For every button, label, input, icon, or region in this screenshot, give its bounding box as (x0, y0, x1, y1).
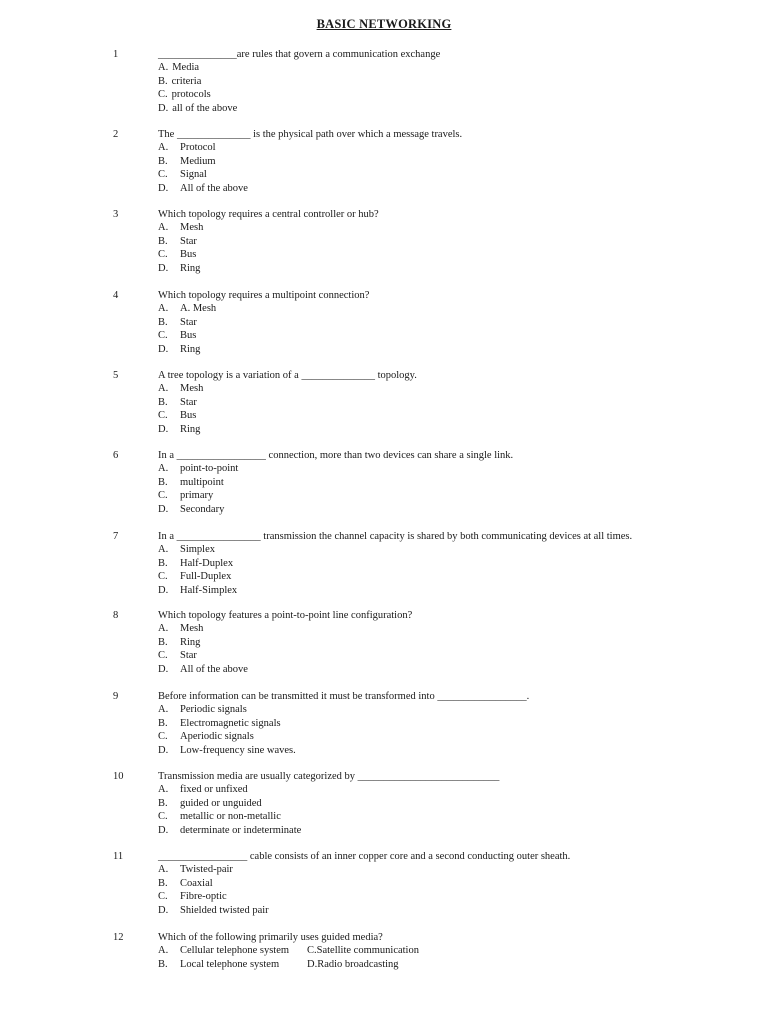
option-text: All of the above (180, 663, 248, 675)
option-list (158, 462, 238, 516)
option-item (158, 61, 237, 74)
option-text: Twisted-pair (180, 864, 233, 876)
question-text: Which topology features a point-to-point line configuration? (158, 610, 413, 621)
option-cell (158, 958, 307, 971)
option-list (158, 543, 237, 597)
option-text: Star (180, 650, 197, 662)
option-row (158, 944, 419, 957)
option-item (158, 168, 248, 181)
option-letter: A. (158, 222, 169, 234)
option-cell (158, 944, 307, 957)
option-text: Mesh (180, 222, 204, 234)
option-text: Media (172, 62, 200, 74)
option-letter: C. (158, 330, 168, 342)
option-item (158, 543, 237, 556)
option-text: fixed or unfixed (180, 784, 248, 796)
option-text: determinate or indeterminate (180, 824, 302, 836)
option-text: criteria (171, 75, 202, 87)
option-letter: D. (158, 744, 169, 756)
option-text: C.Satellite communication (307, 945, 419, 957)
option-letter: B. (158, 797, 168, 809)
option-letter: A. (158, 383, 169, 395)
option-letter: B. (158, 75, 168, 87)
option-letter: D. (158, 663, 169, 675)
option-text: metallic or non-metallic (180, 811, 281, 823)
option-item (158, 75, 237, 88)
option-letter: A. (158, 544, 169, 556)
option-list (158, 221, 203, 275)
question-number: 7 (113, 531, 119, 542)
option-item (158, 423, 203, 436)
option-item (158, 703, 296, 716)
option-letter: A. (158, 623, 169, 635)
option-text: point-to-point (180, 463, 239, 475)
option-letter: B. (158, 235, 168, 247)
question-text: In a _________________ connection, more than two devices can share a single link. (158, 450, 514, 461)
option-item (158, 904, 269, 917)
question-number: 2 (113, 129, 119, 140)
option-text: Signal (180, 169, 207, 181)
option-item (158, 797, 301, 810)
option-letter: B. (158, 396, 168, 408)
question-number: 6 (113, 450, 119, 461)
option-letter: C. (158, 891, 168, 903)
option-letter: A. (158, 784, 169, 796)
question-text: Transmission media are usually categorized by ___________________________ (158, 771, 500, 782)
option-item (158, 663, 248, 676)
option-letter: C. (158, 490, 168, 502)
option-text: primary (180, 490, 214, 502)
option-letter: C. (158, 731, 168, 743)
option-text: Half-Duplex (180, 557, 234, 569)
option-text: Mesh (180, 623, 204, 635)
option-letter: C. (158, 571, 168, 583)
option-text: Aperiodic signals (180, 731, 254, 743)
option-letter: B. (158, 958, 168, 970)
option-letter: D. (158, 182, 169, 194)
option-text: Protocol (180, 142, 216, 154)
option-letter: A. (158, 303, 169, 315)
option-text: Star (180, 396, 197, 408)
question-text: Which topology requires a central controller or hub? (158, 209, 379, 220)
option-letter: B. (158, 636, 168, 648)
question-number: 8 (113, 610, 119, 621)
option-text: Shielded twisted pair (180, 904, 269, 916)
option-item (158, 343, 216, 356)
option-text: Coaxial (180, 877, 213, 889)
option-letter: A. (158, 62, 169, 74)
option-text: D.Radio broadcasting (307, 958, 399, 970)
option-text: all of the above (172, 102, 238, 114)
option-text: guided or unguided (180, 797, 262, 809)
option-text: Periodic signals (180, 704, 247, 716)
document-title (0, 17, 768, 32)
option-letter: C. (158, 249, 168, 261)
option-grid (158, 944, 419, 971)
option-item (158, 717, 296, 730)
question-number: 5 (113, 370, 119, 381)
option-list (158, 302, 216, 356)
option-letter: C. (158, 410, 168, 422)
option-letter: C. (158, 650, 168, 662)
option-item (158, 744, 296, 757)
option-text: Ring (180, 423, 201, 435)
option-letter: D. (158, 102, 169, 114)
question-text: Before information can be transmitted it must be transformed into _________________. (158, 691, 530, 702)
option-text: Half-Simplex (180, 584, 238, 596)
option-letter: A. (158, 463, 169, 475)
option-text: Cellular telephone system (180, 945, 290, 957)
option-letter: A. (158, 864, 169, 876)
document-title-text: BASIC NETWORKING (316, 17, 452, 31)
option-item (158, 476, 238, 489)
option-item (158, 824, 301, 837)
option-letter: B. (158, 155, 168, 167)
option-item (158, 248, 203, 261)
option-text: Mesh (180, 383, 204, 395)
option-letter: D. (158, 824, 169, 836)
option-letter: D. (158, 584, 169, 596)
option-item (158, 863, 269, 876)
option-item (158, 584, 237, 597)
option-letter: D. (158, 343, 169, 355)
question-text: A tree topology is a variation of a ______________ topology. (158, 370, 417, 381)
question-number: 1 (113, 49, 119, 60)
option-letter: A. (158, 945, 169, 957)
option-list (158, 703, 296, 757)
option-item (158, 316, 216, 329)
question-text: _______________are rules that govern a communication exchange (158, 49, 441, 60)
option-list (158, 61, 237, 115)
option-list (158, 783, 301, 837)
option-text: Electromagnetic signals (180, 717, 281, 729)
option-item (158, 877, 269, 890)
question-text: _________________ cable consists of an inner copper core and a second conducting outer sheath. (158, 851, 571, 862)
option-list (158, 382, 203, 436)
option-letter: B. (158, 717, 168, 729)
option-text: Bus (180, 330, 197, 342)
option-item (158, 221, 203, 234)
option-text: Star (180, 316, 197, 328)
option-item (158, 396, 203, 409)
option-letter: C. (158, 89, 168, 101)
option-letter: D. (158, 904, 169, 916)
question-number: 10 (113, 771, 124, 782)
question-number: 3 (113, 209, 119, 220)
option-item (158, 409, 203, 422)
option-item (158, 262, 203, 275)
option-item (158, 890, 269, 903)
option-letter: A. (158, 142, 169, 154)
question-text: In a ________________ transmission the channel capacity is shared by both communicating devices at all times. (158, 531, 633, 542)
option-item (158, 730, 296, 743)
option-item (158, 810, 301, 823)
option-letter: A. (158, 704, 169, 716)
option-text: Secondary (180, 503, 225, 515)
option-item (158, 503, 238, 516)
option-item (158, 155, 248, 168)
option-letter: B. (158, 316, 168, 328)
option-letter: B. (158, 476, 168, 488)
question-text: Which topology requires a multipoint connection? (158, 290, 370, 301)
option-text: Bus (180, 410, 197, 422)
option-text: Star (180, 235, 197, 247)
option-item (158, 235, 203, 248)
option-text: Bus (180, 249, 197, 261)
option-text: Ring (180, 262, 201, 274)
option-text: Fibre-optic (180, 891, 227, 903)
option-item (158, 182, 248, 195)
option-item (158, 783, 301, 796)
option-text: Full-Duplex (180, 571, 232, 583)
option-text: A. Mesh (180, 303, 217, 315)
option-item (158, 141, 248, 154)
option-text: Simplex (180, 544, 216, 556)
option-letter: C. (158, 169, 168, 181)
option-text: Medium (180, 155, 216, 167)
option-text: All of the above (180, 182, 248, 194)
option-text: multipoint (180, 476, 224, 488)
option-letter: D. (158, 423, 169, 435)
option-item (158, 636, 248, 649)
option-item (158, 570, 237, 583)
option-item (158, 649, 248, 662)
option-item (158, 329, 216, 342)
option-item (158, 302, 216, 315)
option-text: Local telephone system (180, 958, 280, 970)
option-item (158, 489, 238, 502)
question-number: 4 (113, 290, 119, 301)
option-list (158, 863, 269, 917)
option-text: protocols (171, 89, 211, 101)
question-number: 12 (113, 932, 124, 943)
option-letter: D. (158, 262, 169, 274)
question-number: 11 (113, 851, 124, 862)
option-item (158, 102, 237, 115)
option-letter: B. (158, 557, 168, 569)
option-list (158, 141, 248, 195)
option-item (158, 88, 237, 101)
option-row (158, 958, 419, 971)
option-letter: B. (158, 877, 168, 889)
question-text: Which of the following primarily uses guided media? (158, 932, 383, 943)
question-number: 9 (113, 691, 119, 702)
option-letter: C. (158, 811, 168, 823)
option-letter: D. (158, 503, 169, 515)
option-list (158, 622, 248, 676)
option-item (158, 462, 238, 475)
option-text: Low-frequency sine waves. (180, 744, 296, 756)
option-text: Ring (180, 343, 201, 355)
option-text: Ring (180, 636, 201, 648)
option-item (158, 382, 203, 395)
option-item (158, 622, 248, 635)
option-item (158, 557, 237, 570)
question-text: The ______________ is the physical path over which a message travels. (158, 129, 463, 140)
